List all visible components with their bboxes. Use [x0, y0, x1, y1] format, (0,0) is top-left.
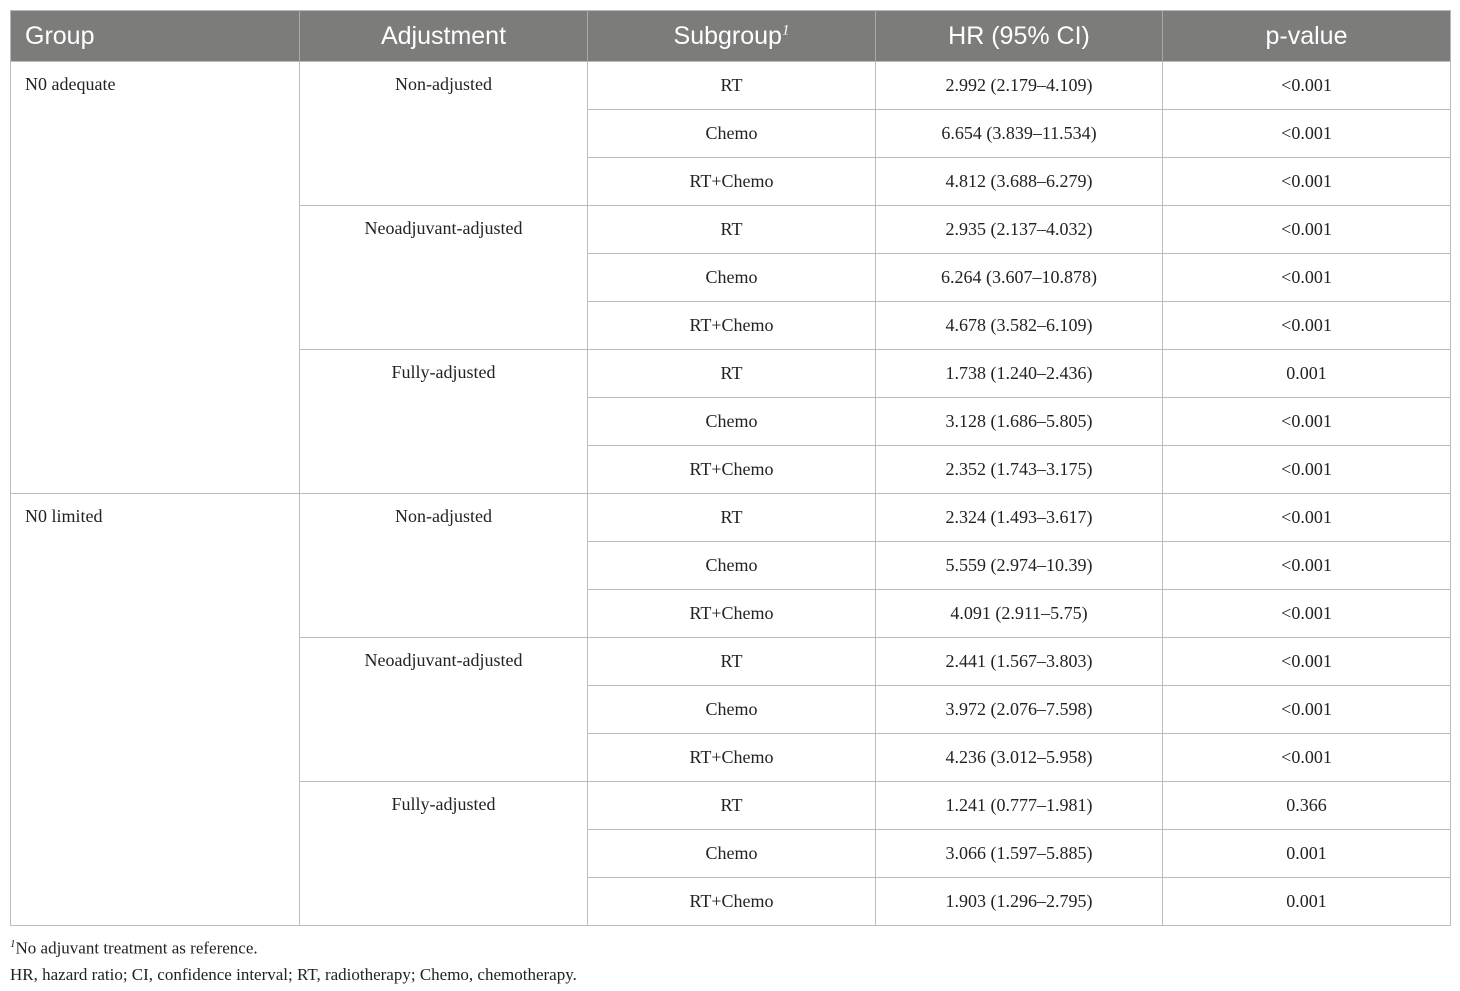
- pvalue-cell: <0.001: [1163, 398, 1451, 446]
- pvalue-cell: <0.001: [1163, 62, 1451, 110]
- header-adjustment-label: Adjustment: [380, 21, 507, 50]
- header-adjustment: [300, 11, 588, 62]
- adjustment-cell: Fully-adjusted: [300, 350, 588, 494]
- hazard-ratio-table: [10, 10, 1451, 926]
- pvalue-cell: <0.001: [1163, 638, 1451, 686]
- subgroup-cell: RT: [588, 494, 876, 542]
- hr-cell: 4.091 (2.911–5.75): [876, 590, 1163, 638]
- results-table-container: [10, 10, 1450, 926]
- subgroup-cell: Chemo: [588, 254, 876, 302]
- subgroup-cell: Chemo: [588, 686, 876, 734]
- subgroup-cell: RT+Chemo: [588, 158, 876, 206]
- subgroup-cell: RT+Chemo: [588, 446, 876, 494]
- header-hr-label: HR (95% CI): [948, 21, 1090, 50]
- header-group: [11, 11, 300, 62]
- footnote-abbreviations: HR, hazard ratio; CI, confidence interval; RT, radiotherapy; Chemo, chemotherapy.: [10, 964, 577, 984]
- hr-cell: 2.324 (1.493–3.617): [876, 494, 1163, 542]
- header-subgroup-footnote-marker: 1: [781, 22, 790, 39]
- pvalue-cell: 0.366: [1163, 782, 1451, 830]
- pvalue-cell: <0.001: [1163, 206, 1451, 254]
- subgroup-cell: RT: [588, 206, 876, 254]
- hr-cell: 4.678 (3.582–6.109): [876, 302, 1163, 350]
- pvalue-cell: 0.001: [1163, 830, 1451, 878]
- table-body: [11, 62, 1451, 926]
- header-hr: [876, 11, 1163, 62]
- pvalue-cell: <0.001: [1163, 158, 1451, 206]
- subgroup-cell: RT+Chemo: [588, 590, 876, 638]
- subgroup-cell: RT+Chemo: [588, 878, 876, 926]
- hr-cell: 3.972 (2.076–7.598): [876, 686, 1163, 734]
- pvalue-cell: 0.001: [1163, 878, 1451, 926]
- hr-cell: 2.352 (1.743–3.175): [876, 446, 1163, 494]
- adjustment-cell: Non-adjusted: [300, 62, 588, 206]
- header-row: [11, 11, 1451, 62]
- header-pvalue-label: p-value: [1265, 21, 1348, 50]
- table-row: [11, 494, 1451, 542]
- subgroup-cell: RT: [588, 62, 876, 110]
- table-row: [11, 62, 1451, 110]
- pvalue-cell: 0.001: [1163, 350, 1451, 398]
- pvalue-cell: <0.001: [1163, 686, 1451, 734]
- adjustment-cell: Non-adjusted: [300, 494, 588, 638]
- footnote-marker: 1: [10, 938, 16, 950]
- header-group-label: Group: [25, 21, 95, 50]
- pvalue-cell: <0.001: [1163, 542, 1451, 590]
- subgroup-cell: Chemo: [588, 398, 876, 446]
- hr-cell: 3.066 (1.597–5.885): [876, 830, 1163, 878]
- pvalue-cell: <0.001: [1163, 254, 1451, 302]
- hr-cell: 1.903 (1.296–2.795): [876, 878, 1163, 926]
- pvalue-cell: <0.001: [1163, 302, 1451, 350]
- header-pvalue: [1163, 11, 1451, 62]
- subgroup-cell: Chemo: [588, 830, 876, 878]
- hr-cell: 3.128 (1.686–5.805): [876, 398, 1163, 446]
- hr-cell: 5.559 (2.974–10.39): [876, 542, 1163, 590]
- table-footnotes: [10, 931, 1450, 988]
- adjustment-cell: Neoadjuvant-adjusted: [300, 638, 588, 782]
- hr-cell: 6.654 (3.839–11.534): [876, 110, 1163, 158]
- hr-cell: 1.738 (1.240–2.436): [876, 350, 1163, 398]
- subgroup-cell: RT: [588, 782, 876, 830]
- pvalue-cell: <0.001: [1163, 446, 1451, 494]
- pvalue-cell: <0.001: [1163, 110, 1451, 158]
- subgroup-cell: Chemo: [588, 110, 876, 158]
- footnote-reference: [10, 931, 1450, 962]
- pvalue-cell: <0.001: [1163, 494, 1451, 542]
- subgroup-cell: RT: [588, 638, 876, 686]
- hr-cell: 6.264 (3.607–10.878): [876, 254, 1163, 302]
- pvalue-cell: <0.001: [1163, 590, 1451, 638]
- footnote-reference-text: No adjuvant treatment as reference.: [15, 938, 258, 958]
- hr-cell: 2.441 (1.567–3.803): [876, 638, 1163, 686]
- hr-cell: 1.241 (0.777–1.981): [876, 782, 1163, 830]
- group-cell: N0 adequate: [11, 62, 300, 494]
- hr-cell: 4.812 (3.688–6.279): [876, 158, 1163, 206]
- header-subgroup: [588, 11, 876, 62]
- table-header: [11, 11, 1451, 62]
- subgroup-cell: RT: [588, 350, 876, 398]
- subgroup-cell: RT+Chemo: [588, 302, 876, 350]
- pvalue-cell: <0.001: [1163, 734, 1451, 782]
- subgroup-cell: RT+Chemo: [588, 734, 876, 782]
- header-subgroup-label: Subgroup: [673, 21, 782, 50]
- group-cell: N0 limited: [11, 494, 300, 926]
- subgroup-cell: Chemo: [588, 542, 876, 590]
- hr-cell: 2.992 (2.179–4.109): [876, 62, 1163, 110]
- hr-cell: 4.236 (3.012–5.958): [876, 734, 1163, 782]
- adjustment-cell: Fully-adjusted: [300, 782, 588, 926]
- hr-cell: 2.935 (2.137–4.032): [876, 206, 1163, 254]
- adjustment-cell: Neoadjuvant-adjusted: [300, 206, 588, 350]
